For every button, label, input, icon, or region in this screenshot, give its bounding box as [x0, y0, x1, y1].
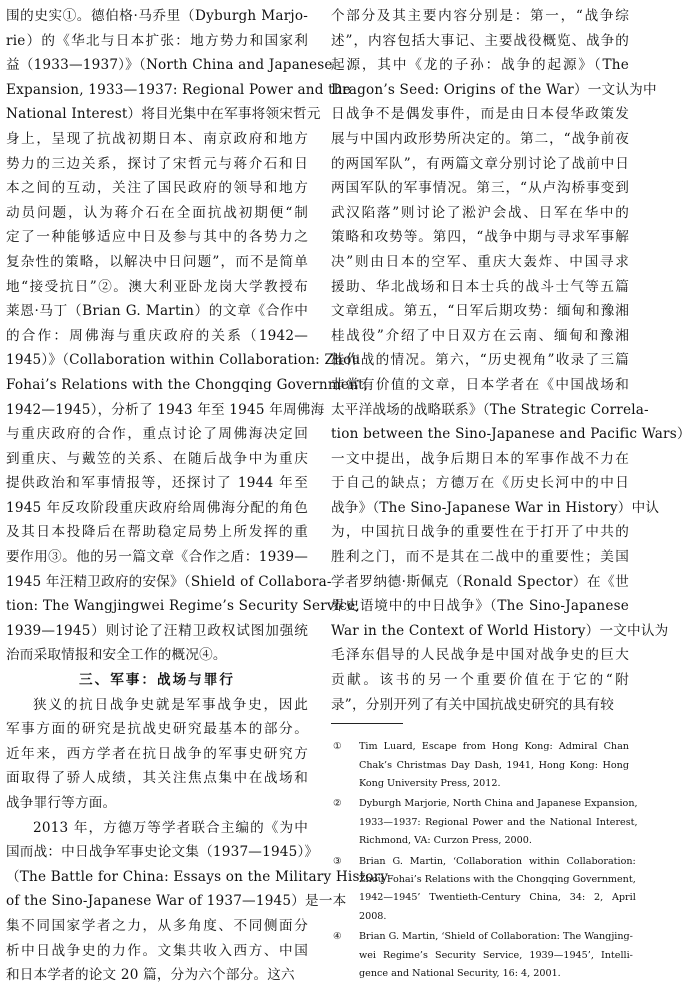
text-line: 治而采取情报和安全工作的概况④。 — [6, 647, 227, 664]
text-line: 述”，内容包括大事记、主要战役概览、战争的 — [331, 32, 629, 49]
text-line: 集不同国家学者之力，从多角度、不同侧面分 — [6, 917, 308, 934]
text-line: 莱恩·马丁（Brian G. Martin）的文章《合作中 — [6, 303, 308, 320]
text-line: 近年来，西方学者在抗日战争的军事史研究方 — [6, 745, 308, 762]
text-line: 本之间的互动，关注了国民政府的领导和地方 — [6, 180, 308, 197]
text-line: 1942—1945），分析了 1943 年至 1945 年周佛海 — [6, 401, 325, 418]
text-line: 及其日本投降后在帮助稳定局势上所发挥的重 — [6, 524, 308, 541]
footnote-text — [359, 928, 633, 983]
footnote-text — [359, 795, 638, 850]
text-line: 到重庆、与戴笠的关系、在随后战争中为重庆 — [6, 450, 308, 467]
text-line: 动员问题，认为蒋介石在全面抗战初期便“制 — [6, 204, 308, 221]
paragraph-anti-collaboration-studies — [6, 4, 369, 668]
text-line: 身上，呈现了抗战初期日本、南京政府和地方 — [6, 130, 308, 147]
text-line: 1939—1945）则讨论了汪精卫政权试图加强统 — [6, 622, 308, 639]
footnote-marker: ② — [333, 798, 342, 810]
text-line: 战争罪行等方面。 — [6, 795, 117, 811]
footnote-line: wei Regime’s Security Service, 1939—1945’, Intelli- — [359, 949, 633, 961]
text-line: 录”，分别开列了有关中国抗战史研究的具有较 — [331, 696, 615, 713]
text-line: 定了一种能够适应中日及参与其中的各势力之 — [6, 229, 308, 246]
text-line: 狭义的抗日战争史就是军事战争史，因此 — [33, 696, 308, 713]
text-line: 和日本学者的论文 20 篇，分为六个部分。这六 — [6, 967, 295, 984]
text-line: of the Sino-Japanese War of 1937—1945）是一本 — [6, 893, 347, 910]
footnote-3 — [331, 853, 636, 927]
footnote-4 — [331, 928, 633, 983]
text-line: 析中日战争史的力作。文集共收入西方、中国 — [6, 942, 308, 959]
text-line: 围的史实①。德伯格·马乔里（Dyburgh Marjo- — [6, 8, 308, 24]
text-line: 武汉陷落”则讨论了淞沪会战、日军在华中的 — [331, 204, 629, 221]
footnote-line: Zhou Fohai’s Relations with the Chongqing Government, — [359, 874, 636, 886]
text-line: Fohai’s Relations with the Chongqing Government, — [6, 376, 369, 393]
footnote-line: gence and National Security, 16: 4, 2001. — [359, 968, 561, 980]
text-line: 益（1933—1937）》（North China and Japanese — [6, 57, 333, 74]
text-line: 于自己的缺点；方德万在《历史长河中的中日 — [331, 475, 629, 492]
paragraph-book-parts — [331, 4, 691, 717]
text-line: 毛泽东倡导的人民战争是中国对战争史的巨大 — [331, 647, 629, 664]
text-line: 1945 年汪精卫政府的安保》（Shield of Collabora- — [6, 573, 332, 590]
footnote-marker: ① — [333, 741, 342, 753]
footnote-line: 1942—1945’ Twentieth-Century China, 34: 2, April — [359, 892, 636, 904]
text-line: 战争》（The Sino-Japanese War in History）中认 — [331, 499, 660, 516]
footnote-line: Richmond, VA: Curzon Press, 2000. — [359, 835, 532, 847]
footnote-line: Brian G. Martin, ‘Shield of Collaboration: The Wangjing- — [359, 931, 633, 943]
footnote-line: Kong University Press, 2012. — [359, 778, 501, 790]
footnote-line: Chak’s Christmas Day Dash, 1941, Hong Kong: Hong — [359, 759, 629, 771]
text-line: 与重庆政府的合作，重点讨论了周佛海决定回 — [6, 426, 308, 443]
footnote-2 — [331, 795, 638, 850]
text-line: 的两国军队”，有两篇文章分别讨论了战前中日 — [331, 155, 629, 172]
text-line: 展与中国内政形势所决定的。第二，“战争前夜 — [331, 130, 629, 147]
text-line: 决”则由日本的空军、重庆大轰炸、中国寻求 — [331, 253, 629, 270]
footnote-marker: ④ — [333, 931, 342, 943]
footnote-line: 1933—1937: Regional Power and the National Interest, — [359, 816, 638, 828]
right-column — [331, 4, 691, 986]
text-line: 胜利之门，而不是其在二战中的重要性；美国 — [331, 549, 629, 566]
footnotes — [331, 738, 638, 983]
text-line: 起源，其中《龙的子孙：战争的起源》（The — [331, 57, 629, 74]
text-line: 2013 年，方德万等学者联合主编的《为中 — [33, 819, 308, 836]
text-line: 学者罗纳德·斯佩克（Ronald Spector）在《世 — [331, 573, 629, 590]
text-line: 一文中提出，战争后期日本的军事作战不力在 — [331, 450, 629, 467]
text-line: 非常有价值的文章，日本学者在《中国战场和 — [331, 376, 629, 393]
text-line: 策略和攻势等。第四，“战争中期与寻求军事解 — [331, 229, 629, 246]
footnote-line: 2008. — [359, 910, 387, 922]
text-line: 复杂性的策略，以解决中日问题”，而不是简单 — [6, 253, 308, 270]
text-line: 1945）》（Collaboration within Collaboration: Zhou — [6, 352, 361, 369]
footnote-line: Tim Luard, Escape from Hong Kong: Admiral Chan — [359, 741, 629, 753]
text-line: Expansion, 1933—1937: Regional Power and the — [6, 81, 352, 98]
footnote-text — [359, 738, 629, 793]
footnote-marker: ③ — [333, 855, 342, 867]
text-line: 两国军队的军事情况。第三，“从卢沟桥事变到 — [331, 180, 629, 197]
text-line: 桂战役”介绍了中日双方在云南、缅甸和豫湘 — [331, 327, 629, 344]
text-line: Dragon’s Seed: Origins of the War）一文认为中 — [331, 81, 657, 98]
paragraph-military-history-intro — [6, 693, 308, 816]
text-line: rie）的《华北与日本扩张：地方势力和国家利 — [6, 32, 308, 49]
text-line: 日战争不是偶发事件，而是由日本侵华政策发 — [331, 106, 629, 123]
footnote-divider — [331, 723, 403, 724]
text-line: 个部分及其主要内容分别是：第一，“战争综 — [331, 8, 629, 24]
text-line: 国而战：中日战争军事史论文集（1937—1945）》 — [6, 844, 319, 861]
text-line: 军事方面的研究是抗战史研究最基本的部分。 — [6, 721, 308, 738]
text-line: 援助、华北战场和日本士兵的战斗士气等五篇 — [331, 278, 629, 295]
footnote-1 — [331, 738, 629, 793]
text-line: tion between the Sino-Japanese and Pacific Wars） — [331, 426, 691, 443]
text-line: 的合作：周佛海与重庆政府的关系（1942— — [6, 327, 308, 344]
text-line: 界史语境中的中日战争》（The Sino-Japanese — [331, 598, 629, 615]
text-line: 1945 年反攻阶段重庆政府给周佛海分配的角色 — [6, 499, 308, 516]
text-line: tion: The Wangjingwei Regime’s Security Service, — [6, 598, 360, 615]
text-line: 地“接受抗日”②。澳大利亚卧龙岗大学教授布 — [6, 278, 308, 295]
text-line: 桂作战的情况。第六，“历史视角”收录了三篇 — [331, 352, 629, 369]
section-heading: 三、军事：战场与罪行 — [79, 672, 235, 689]
text-line: War in the Context of World History）一文中认为 — [331, 622, 669, 639]
text-line: 提供政治和军事情报等，还探讨了 1944 年至 — [6, 475, 308, 492]
text-line: 文章组成。第五，“日军后期攻势：缅甸和豫湘 — [331, 303, 629, 320]
text-line: （The Battle for China: Essays on the Military History — [6, 868, 389, 885]
text-line: 贡献。该书的另一个重要价值在于它的“附 — [331, 672, 629, 689]
text-line: 要作用③。他的另一篇文章《合作之盾：1939— — [6, 549, 308, 566]
text-line: 为，中国抗日战争的重要性在于打开了中共的 — [331, 524, 629, 541]
footnote-line: Dyburgh Marjorie, North China and Japanese Expansion, — [359, 798, 638, 810]
footnote-line: Brian G. Martin, ‘Collaboration within Collaboration: — [359, 855, 636, 867]
text-line: 面取得了骄人成绩，其关注焦点集中在战场和 — [6, 770, 308, 787]
footnote-text — [359, 853, 636, 927]
text-line: 太平洋战场的战略联系》（The Strategic Correla- — [331, 401, 649, 418]
text-line: 势力的三边关系，探讨了宋哲元与蒋介石和日 — [6, 155, 308, 172]
text-line: National Interest）将目光集中在军事将领宋哲元 — [6, 106, 321, 123]
